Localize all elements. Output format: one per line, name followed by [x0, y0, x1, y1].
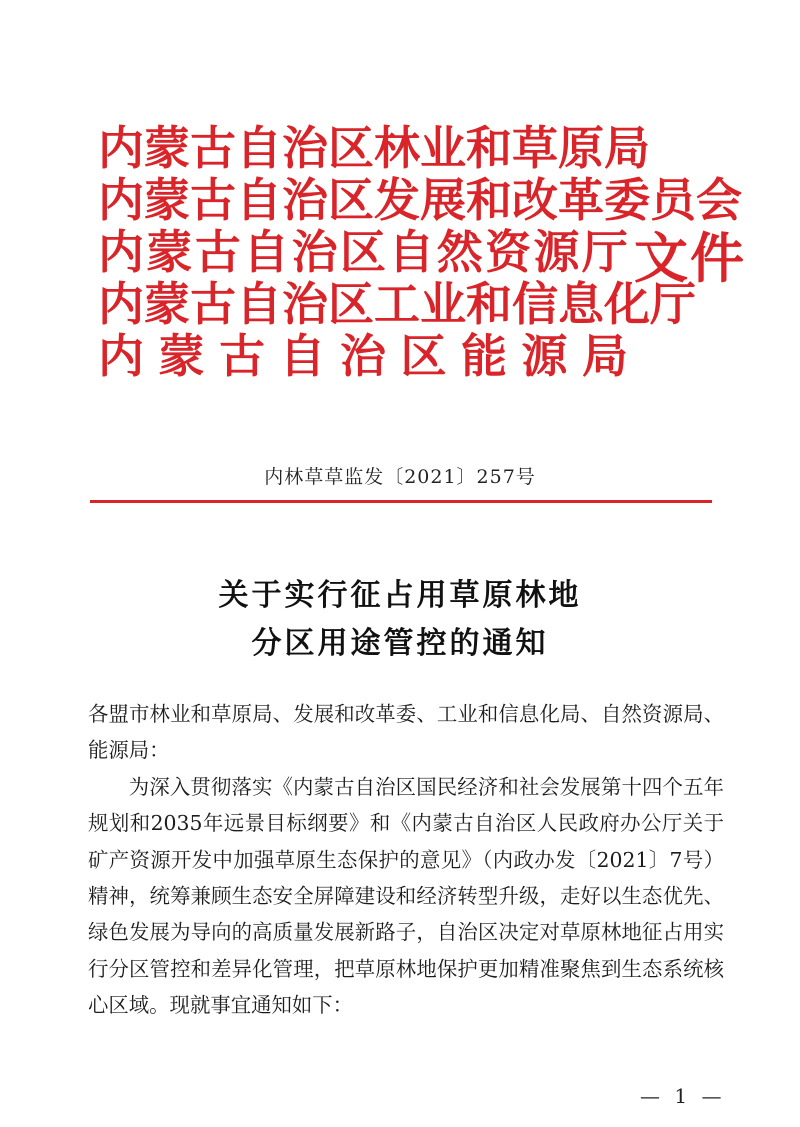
issuer-char: 业	[420, 121, 466, 175]
issuer-char: 发	[374, 173, 420, 227]
issuer-char: 源	[533, 225, 580, 279]
issuer-char: 内	[98, 225, 144, 279]
issuer-char: 自	[236, 173, 282, 227]
issuer-char: 自	[236, 121, 282, 175]
issuer-char: 工	[374, 277, 420, 331]
issuer-line	[98, 173, 742, 227]
issuer-char: 蒙	[146, 225, 193, 279]
issuer-char: 区	[328, 121, 374, 175]
page-number: — 1 —	[640, 1084, 726, 1108]
document-title	[0, 572, 800, 668]
addressee: 各盟市林业和草原局、发展和改革委、工业和信息化局、自然资源局、能源局：	[88, 702, 724, 763]
issuer-char: 治	[282, 277, 328, 331]
issuer-line	[98, 226, 628, 278]
issuer-char: 自	[388, 225, 435, 279]
issuer-char: 内	[98, 173, 144, 227]
issuer-char: 和	[466, 173, 512, 227]
issuer-char: 和	[466, 277, 512, 331]
issuer-char: 古	[190, 173, 236, 227]
issuer-char: 信	[512, 277, 558, 331]
issuer-char: 区	[339, 225, 386, 279]
issuer-char: 展	[420, 173, 466, 227]
issuer-char: 内	[98, 329, 144, 383]
issuer-char: 草	[512, 121, 558, 175]
issuer-char: 区	[328, 277, 374, 331]
issuer-char: 改	[512, 173, 558, 227]
red-divider-line	[90, 500, 712, 503]
issuer-char: 自	[279, 329, 326, 383]
issuer-char: 息	[558, 277, 604, 331]
issuer-char: 蒙	[144, 173, 190, 227]
issuer-char: 治	[282, 173, 328, 227]
issuer-char: 能	[461, 329, 507, 383]
issuer-char: 局	[582, 329, 628, 383]
issuer-char: 会	[696, 173, 742, 227]
issuer-line	[98, 330, 628, 382]
issuer-char: 蒙	[144, 121, 190, 175]
issuer-char: 蒙	[158, 329, 205, 383]
issuer-char: 资	[485, 225, 532, 279]
issuer-char: 内	[98, 277, 144, 331]
issuer-char: 区	[400, 329, 447, 383]
issuer-char: 内	[98, 121, 144, 175]
title-line-2: 分区用途管控的通知	[251, 626, 549, 661]
issuer-char: 委	[604, 173, 650, 227]
issuer-char: 局	[604, 121, 650, 175]
issuer-char: 古	[190, 277, 236, 331]
body-paragraph: 为深入贯彻落实《内蒙古自治区国民经济和社会发展第十四个五年规划和2035年远景目标纲要》和《内蒙古自治区人民政府办公厅关于矿产资源开发中加强草原生态保护的意见》（内政办发〔2021〕7号）精神，统筹兼顾生态安全屏障建设和经济转型升级，走好以生态优先、绿色发展为导向的高质量发展新路子，自治区决定对草原林地征占用实行分区管控和差异化管理，把草原林地保护更加精准聚焦到生态系统核心区域。现就事宜通知如下：	[88, 774, 724, 1018]
issuer-char: 治	[291, 225, 338, 279]
document-body	[88, 696, 724, 1024]
issuer-char: 源	[521, 329, 568, 383]
issuer-char: 自	[236, 277, 282, 331]
issuer-char: 厅	[650, 277, 696, 331]
document-number: 内林草草监发〔2021〕257号	[264, 466, 536, 488]
issuer-char: 治	[282, 121, 328, 175]
issuer-char: 然	[436, 225, 483, 279]
issuer-char: 业	[420, 277, 466, 331]
issuer-char: 自	[243, 225, 290, 279]
issuer-char: 区	[328, 173, 374, 227]
issuer-char: 古	[190, 121, 236, 175]
issuer-char: 林	[374, 121, 420, 175]
issuer-char: 革	[558, 173, 604, 227]
issuer-char: 古	[194, 225, 241, 279]
issuer-char: 古	[219, 329, 265, 383]
issuer-line	[98, 277, 696, 331]
issuer-char: 原	[558, 121, 604, 175]
issuer-char: 厅	[581, 225, 628, 279]
issuer-char: 和	[466, 121, 512, 175]
issuer-char: 治	[340, 329, 386, 383]
issuer-line	[98, 121, 650, 175]
document-suffix: 文件	[634, 226, 746, 290]
title-line-1: 关于实行征占用草原林地	[218, 578, 582, 613]
issuer-char: 蒙	[144, 277, 190, 331]
issuer-char: 化	[604, 277, 650, 331]
issuer-char: 员	[650, 173, 696, 227]
